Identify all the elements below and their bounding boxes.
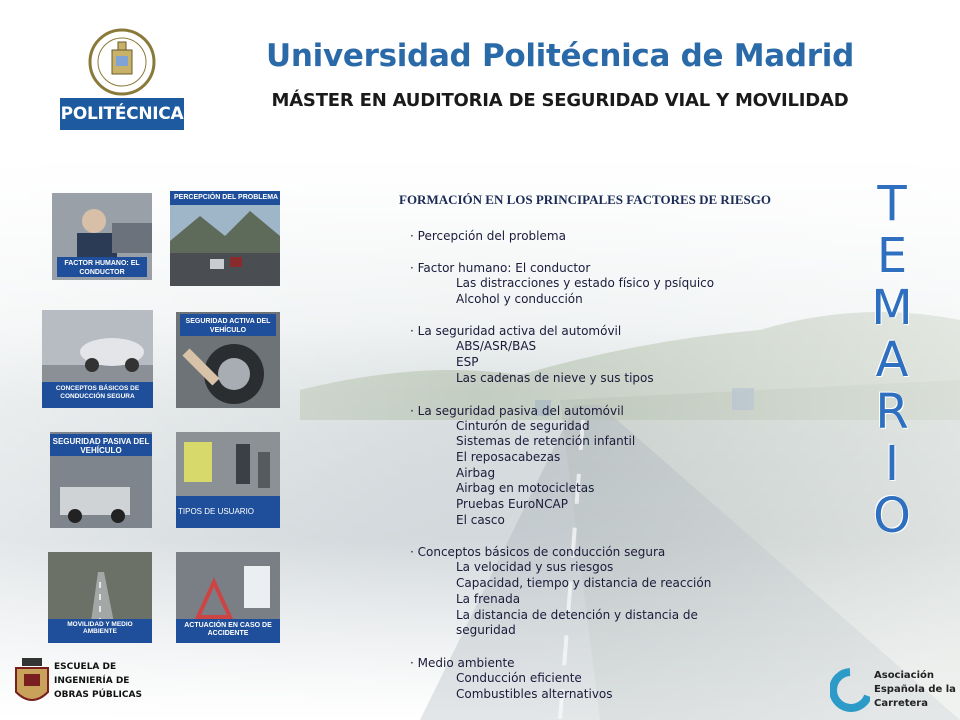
temario-subitem: Conducción eficiente: [456, 670, 582, 685]
temario-subitem: Las distracciones y estado físico y psíquico: [456, 276, 715, 290]
temario-subitem: Sistemas de retención infantil: [456, 434, 636, 449]
tile-caption: FACTOR HUMANO: EL CONDUCTOR: [57, 257, 147, 277]
section-gap: [410, 387, 770, 403]
tile-caption: MOVILIDAD Y MEDIO AMBIENTE: [48, 619, 152, 643]
temario-letter: M: [871, 280, 913, 336]
section-gap: [410, 244, 770, 260]
upm-seal-icon: [60, 26, 184, 98]
section-gap: [410, 307, 770, 323]
temario-subitem: Cinturón de seguridad: [456, 418, 590, 433]
temario-letter: R: [875, 384, 909, 440]
tile-caption: CONCEPTOS BÁSICOS DE CONDUCCIÓN SEGURA: [42, 382, 153, 408]
temario-section-heading: · La seguridad pasiva del automóvil: [410, 403, 624, 418]
temario-subitem: Airbag: [456, 465, 496, 480]
escuela-line: INGENIERÍA DE: [54, 676, 130, 686]
temario-subitem: La frenada: [456, 591, 521, 606]
tile-movilidad: [48, 552, 152, 643]
temario-letter: T: [877, 176, 907, 232]
temario-letter: A: [875, 332, 909, 388]
section-gap: [410, 528, 770, 544]
temario-subitem: ESP: [456, 355, 479, 370]
temario-subitem: La distancia de detención y distancia de: [456, 607, 698, 622]
tile-caption: PERCEPCIÓN DEL PROBLEMA: [170, 191, 280, 205]
temario-subitem: ABS/ASR/BAS: [456, 339, 537, 354]
temario-letter: O: [873, 488, 911, 544]
tile-tipos-usuario: [176, 432, 280, 528]
temario-section-heading: · Percepción del problema: [410, 229, 566, 243]
temario-vertical-title: [862, 178, 922, 542]
escuela-line: ESCUELA DE: [54, 662, 117, 672]
tile-actuacion: [176, 552, 280, 643]
temario-section-heading: · Medio ambiente: [410, 655, 515, 670]
temario-letter: E: [876, 228, 908, 284]
page-title: Universidad Politécnica de Madrid: [265, 38, 854, 74]
aec-ring-icon: [830, 668, 870, 714]
escuela-crest-icon: [10, 654, 54, 710]
temario-subitem: Combustibles alternativos: [456, 686, 613, 701]
aec-logo: [830, 664, 956, 716]
section-title: FORMACIÓN EN LOS PRINCIPALES FACTORES DE RIESGO: [399, 192, 771, 207]
temario-subitem: Capacidad, tiempo y distancia de reacción: [456, 576, 712, 591]
aec-line: Carretera: [874, 698, 928, 709]
tile-seguridad-pasiva: [50, 432, 152, 528]
temario-section-heading: · La seguridad activa del automóvil: [410, 324, 622, 339]
tile-caption: ACTUACIÓN EN CASO DE ACCIDENTE: [176, 619, 280, 643]
temario-subitem: Pruebas EuroNCAP: [456, 497, 568, 512]
tile-caption: SEGURIDAD ACTIVA DEL VEHÍCULO: [180, 314, 276, 336]
aec-line: Española de la: [874, 684, 956, 695]
tile-caption: TIPOS DE USUARIO: [176, 496, 280, 528]
temario-subitem: Alcohol y conducción: [456, 291, 583, 306]
upm-logo-text: POLITÉCNICA: [60, 98, 184, 130]
traffic-photo-icon: [170, 191, 280, 286]
temario-subitem: Airbag en motocicletas: [456, 481, 595, 496]
temario-subitem: Las cadenas de nieve y sus tipos: [456, 370, 654, 385]
temario-subitem: El reposacabezas: [456, 449, 561, 464]
page-subtitle: MÁSTER EN AUDITORIA DE SEGURIDAD VIAL Y MOVILIDAD: [271, 90, 849, 111]
tile-caption: SEGURIDAD PASIVA DEL VEHÍCULO: [50, 434, 152, 456]
tile-factor-humano: [52, 193, 152, 280]
temario-letter: I: [884, 436, 900, 492]
tile-percepcion: [170, 191, 280, 286]
temario-list: [410, 228, 770, 702]
section-gap: [410, 639, 770, 655]
tile-conceptos: [42, 310, 153, 408]
escuela-line: OBRAS PÚBLICAS: [54, 690, 142, 700]
temario-subitem: El casco: [456, 512, 505, 527]
escuela-logo: [10, 652, 150, 710]
temario-subitem: La velocidad y sus riesgos: [456, 560, 614, 575]
aec-line: Asociación: [874, 670, 935, 681]
upm-logo: [60, 26, 184, 130]
temario-section-heading: · Conceptos básicos de conducción segura: [410, 545, 666, 560]
tile-seguridad-activa: [176, 312, 280, 408]
temario-subitem: seguridad: [456, 623, 516, 638]
temario-section-heading: · Factor humano: El conductor: [410, 261, 591, 275]
